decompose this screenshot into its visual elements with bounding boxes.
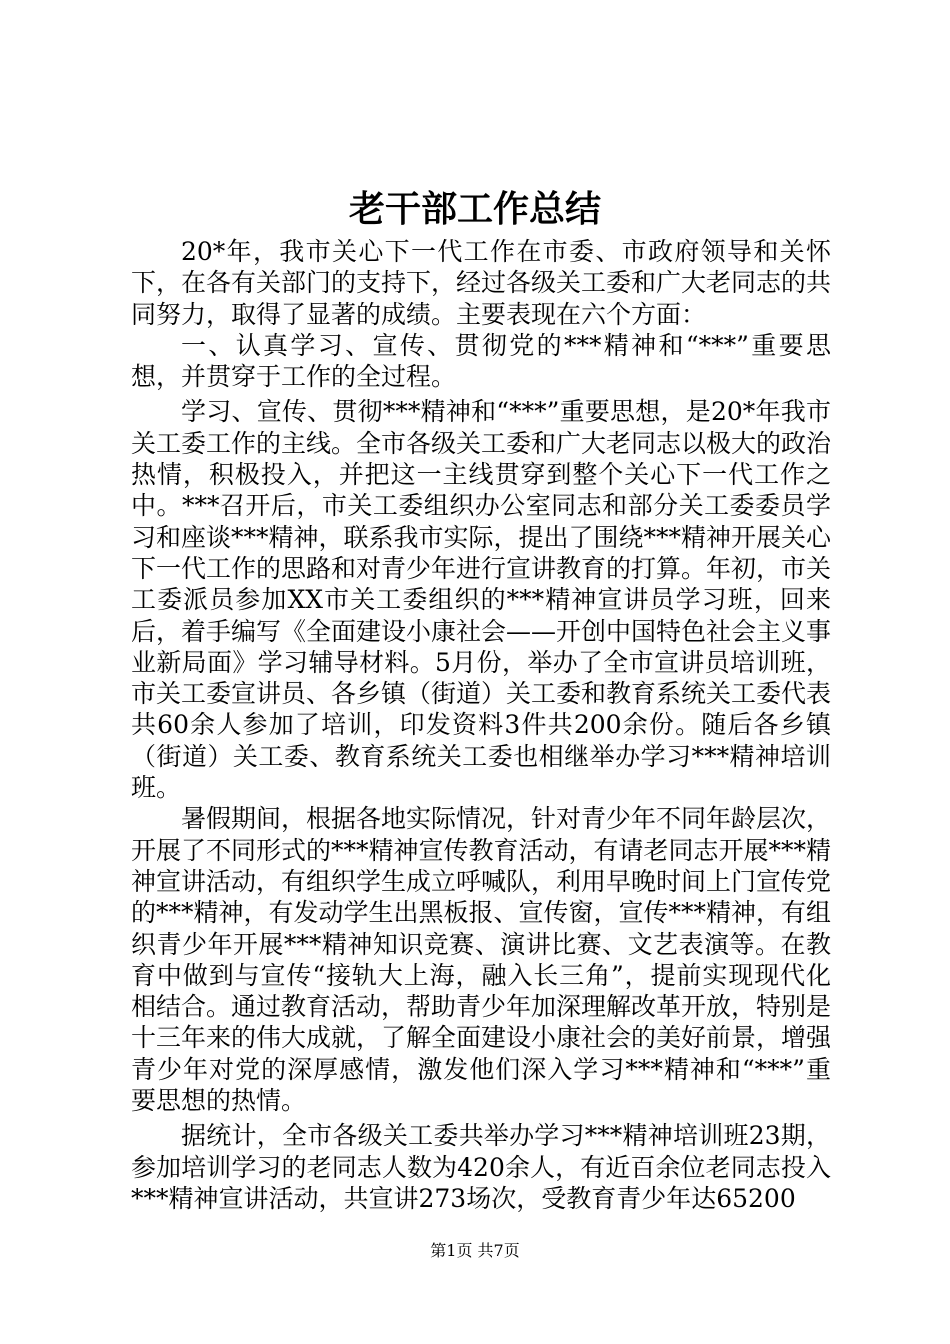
paragraph-study-publicize: 学习、宣传、贯彻***精神和“***”重要思想，是20*年我市关工委工作的主线。全市各级关工委和广大老同志以极大的政治热情，积极投入，并把这一主线贯穿到整个关心下一代工作之中。***召开后，市关工委组织办公室同志和部分关工委委员学习和座谈***精神，联系我市实际，提出了围绕***精神开展关心下一代工作的思路和对青少年进行宣讲教育的打算。年初，市关工委派员参加XX市关工委组织的***精神宣讲员学习班，回来后，着手编写《全面建设小康社会——开创中国特色社会主义事业新局面》学习辅导材料。5月份，举办了全市宣讲员培训班，市关工委宣讲员、各乡镇（街道）关工委和教育系统关工委代表共60余人参加了培训，印发资料3件共200余份。随后各乡镇（街道）关工委、教育系统关工委也相继举办学习***精神培训班。 xyxy=(131,397,832,803)
document-body xyxy=(131,236,831,1214)
page-number-footer: 第1页 共7页 xyxy=(430,1241,520,1260)
paragraph-intro: 20*年，我市关心下一代工作在市委、市政府领导和关怀下，在各有关部门的支持下，经过各级关工委和广大老同志的共同努力，取得了显著的成绩。主要表现在六个方面： xyxy=(131,237,832,329)
paragraph-summer-activities: 暑假期间，根据各地实际情况，针对青少年不同年龄层次，开展了不同形式的***精神宣传教育活动，有请老同志开展***精神宣讲活动，有组织学生成立呼喊队，利用早晚时间上门宣传党的***精神，有发动学生出黑板报、宣传窗，宣传***精神，有组织青少年开展***精神知识竞赛、演讲比赛、文艺表演等。在教育中做到与宣传“接轨大上海，融入长三角”，提前实现现代化相结合。通过教育活动，帮助青少年加深理解改革开放，特别是十三年来的伟大成就，了解全面建设小康社会的美好前景，增强青少年对党的深厚感情，激发他们深入学习***精神和“***”重要思想的热情。 xyxy=(131,804,832,1116)
document-title: 老干部工作总结 xyxy=(348,188,601,230)
paragraph-statistics: 据统计，全市各级关工委共举办学习***精神培训班23期，参加培训学习的老同志人数为420余人，有近百余位老同志投入***精神宣讲活动，共宣讲273场次，受教育青少年达65200 xyxy=(131,1121,831,1213)
paragraph-section-1-heading: 一、认真学习、宣传、贯彻党的***精神和“***”重要思想，并贯穿于工作的全过程。 xyxy=(131,330,831,392)
